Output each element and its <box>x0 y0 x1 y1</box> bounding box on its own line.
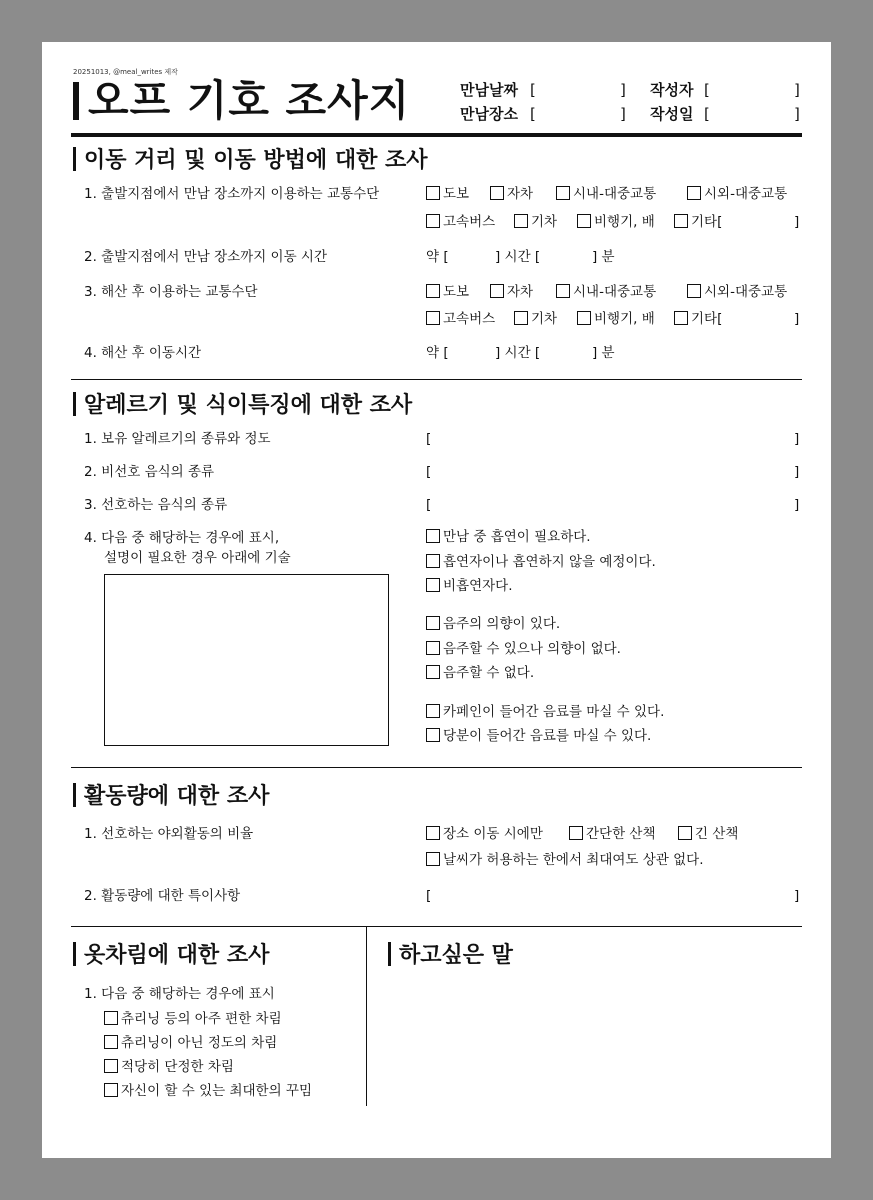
option-label: 적당히 단정한 차림 <box>121 1059 234 1075</box>
option-label: 시내-대중교통 <box>573 284 657 300</box>
option-label: 카페인이 들어간 음료를 마실 수 있다. <box>443 704 665 720</box>
section-bar <box>388 942 391 966</box>
allergy-section-title-text: 알레르기 및 식이특징에 대한 조사 <box>84 393 413 418</box>
transport-option[interactable] <box>426 185 469 203</box>
option-label: 시외-대중교통 <box>704 284 788 300</box>
meet-date-bracket-close: ] <box>620 81 626 99</box>
outfit-option[interactable] <box>104 1010 282 1028</box>
written-date-bracket-close: ] <box>794 105 800 123</box>
bracket-close: ] <box>794 464 800 480</box>
time-about: 약 [ <box>426 249 449 265</box>
author-bracket-close: ] <box>794 81 800 99</box>
outfit-option[interactable] <box>104 1034 277 1052</box>
section-bar <box>73 942 76 966</box>
bracket-close: ] <box>794 214 800 230</box>
time-about: 약 [ <box>426 345 449 361</box>
header-divider <box>71 133 802 137</box>
meet-place-bracket-open: [ <box>530 105 536 123</box>
message-section-title-text: 하고싶은 말 <box>399 943 513 968</box>
travel-q1: 1. 출발지점에서 만남 장소까지 이용하는 교통수단 <box>84 186 380 202</box>
checkbox[interactable] <box>426 311 440 325</box>
transport-option[interactable] <box>514 310 557 328</box>
outfit-option[interactable] <box>104 1082 312 1100</box>
checkbox[interactable] <box>556 186 570 200</box>
checkbox[interactable] <box>426 214 440 228</box>
activity-option[interactable] <box>426 851 704 869</box>
meet-date-label: 만남날짜 <box>460 81 518 99</box>
bracket-open: [ <box>426 464 432 480</box>
checkbox[interactable] <box>426 728 440 742</box>
activity-section-title <box>73 783 269 811</box>
bracket-close: ] <box>794 431 800 447</box>
checkbox[interactable] <box>687 284 701 298</box>
description-box[interactable] <box>104 574 389 746</box>
transport-option[interactable] <box>426 213 495 231</box>
option-label: 기차 <box>531 214 558 230</box>
option-label: 기차 <box>531 311 558 327</box>
bracket-open: [ <box>426 888 432 904</box>
checkbox[interactable] <box>577 214 591 228</box>
option-label: 자신이 할 수 있는 최대한의 꾸밈 <box>121 1083 312 1099</box>
activity-section-title-text: 활동량에 대한 조사 <box>84 784 270 809</box>
checkbox[interactable] <box>514 214 528 228</box>
transport-option[interactable] <box>674 310 722 328</box>
travel-q3: 3. 해산 후 이용하는 교통수단 <box>84 284 258 300</box>
option-label: 만남 중 흡연이 필요하다. <box>443 529 591 545</box>
allergy-q4-line1: 4. 다음 중 해당하는 경우에 표시, <box>84 530 280 546</box>
outfit-q1: 1. 다음 중 해당하는 경우에 표시 <box>84 986 275 1002</box>
beverage-option[interactable] <box>426 703 664 721</box>
allergy-section-title <box>73 392 412 420</box>
author-label: 작성자 <box>650 81 694 99</box>
option-label: 비흡연자다. <box>443 578 513 594</box>
checkbox[interactable] <box>674 311 688 325</box>
travel-section-title-text: 이동 거리 및 이동 방법에 대한 조사 <box>84 148 428 173</box>
option-label: 비행기, 배 <box>594 311 655 327</box>
option-label: 츄리닝이 아닌 정도의 차림 <box>121 1035 278 1051</box>
checkbox[interactable] <box>104 1011 118 1025</box>
option-label: 자차 <box>507 186 534 202</box>
activity-option[interactable] <box>678 825 738 843</box>
column-divider <box>366 926 367 1106</box>
checkbox[interactable] <box>104 1035 118 1049</box>
time-hours: ] 시간 [ <box>495 345 541 361</box>
checkbox[interactable] <box>556 284 570 298</box>
bracket-close: ] <box>794 311 800 327</box>
drinking-option[interactable] <box>426 615 560 633</box>
travel-q4: 4. 해산 후 이동시간 <box>84 345 202 361</box>
transport-option[interactable] <box>687 185 787 203</box>
option-label: 고속버스 <box>443 214 496 230</box>
option-label: 고속버스 <box>443 311 496 327</box>
section-bar <box>73 147 76 171</box>
section-bar <box>73 783 76 807</box>
option-label: 날씨가 허용하는 한에서 최대여도 상관 없다. <box>443 852 704 868</box>
option-label: 음주할 수 있으나 의향이 없다. <box>443 641 621 657</box>
outfit-section-title-text: 옷차림에 대한 조사 <box>84 943 270 968</box>
written-date-bracket-open: [ <box>704 105 710 123</box>
checkbox[interactable] <box>426 704 440 718</box>
smoking-option[interactable] <box>426 577 513 595</box>
checkbox[interactable] <box>426 665 440 679</box>
transport-option[interactable] <box>490 185 533 203</box>
checkbox[interactable] <box>426 529 440 543</box>
checkbox[interactable] <box>426 826 440 840</box>
survey-sheet <box>42 42 831 1158</box>
time-minutes: ] 분 <box>592 345 615 361</box>
bracket-close: ] <box>794 888 800 904</box>
meet-place-bracket-close: ] <box>620 105 626 123</box>
credit-text: 20251013, @meal_writes 제작 <box>73 68 178 76</box>
transport-option[interactable] <box>426 283 469 301</box>
checkbox[interactable] <box>426 284 440 298</box>
option-label: 긴 산책 <box>695 826 739 842</box>
transport-option[interactable] <box>556 185 656 203</box>
option-label: 기타[ <box>691 311 723 327</box>
checkbox[interactable] <box>577 311 591 325</box>
transport-option[interactable] <box>674 213 722 231</box>
checkbox[interactable] <box>104 1083 118 1097</box>
transport-option[interactable] <box>514 213 557 231</box>
option-label: 자차 <box>507 284 534 300</box>
transport-option[interactable] <box>577 310 655 328</box>
meet-place-label: 만남장소 <box>460 105 518 123</box>
outfit-option[interactable] <box>104 1058 234 1076</box>
option-label: 기타[ <box>691 214 723 230</box>
message-section-title <box>388 942 513 970</box>
smoking-option[interactable] <box>426 528 591 546</box>
checkbox[interactable] <box>426 554 440 568</box>
transport-option[interactable] <box>490 283 533 301</box>
written-date-label: 작성일 <box>650 105 694 123</box>
option-label: 음주의 의향이 있다. <box>443 616 561 632</box>
activity-q2: 2. 활동량에 대한 특이사항 <box>84 888 241 904</box>
time-minutes: ] 분 <box>592 249 615 265</box>
travel-q2: 2. 출발지점에서 만남 장소까지 이동 시간 <box>84 249 327 265</box>
travel-section-title <box>73 147 427 175</box>
allergy-q1: 1. 보유 알레르기의 종류와 정도 <box>84 431 271 447</box>
page-title: 오프 기호 조사지 <box>88 76 411 125</box>
checkbox[interactable] <box>678 826 692 840</box>
checkbox[interactable] <box>514 311 528 325</box>
option-label: 시외-대중교통 <box>704 186 788 202</box>
allergy-q2: 2. 비선호 음식의 종류 <box>84 464 215 480</box>
checkbox[interactable] <box>490 186 504 200</box>
option-label: 도보 <box>443 284 470 300</box>
title-bar <box>73 82 79 120</box>
checkbox[interactable] <box>674 214 688 228</box>
activity-option[interactable] <box>426 825 543 843</box>
meet-date-bracket-open: [ <box>530 81 536 99</box>
allergy-q3: 3. 선호하는 음식의 종류 <box>84 497 228 513</box>
checkbox[interactable] <box>426 186 440 200</box>
transport-option[interactable] <box>577 213 655 231</box>
bracket-open: [ <box>426 497 432 513</box>
message-area[interactable] <box>388 982 800 1102</box>
checkbox[interactable] <box>426 578 440 592</box>
transport-option[interactable] <box>556 283 656 301</box>
drinking-option[interactable] <box>426 640 621 658</box>
transport-option[interactable] <box>426 310 495 328</box>
option-label: 간단한 산책 <box>586 826 656 842</box>
option-label: 시내-대중교통 <box>573 186 657 202</box>
activity-q1: 1. 선호하는 야외활동의 비율 <box>84 826 254 842</box>
bracket-close: ] <box>794 497 800 513</box>
checkbox[interactable] <box>490 284 504 298</box>
checkbox[interactable] <box>426 641 440 655</box>
option-label: 도보 <box>443 186 470 202</box>
activity-option[interactable] <box>569 825 656 843</box>
section-bar <box>73 392 76 416</box>
outfit-section-title <box>73 942 269 970</box>
transport-option[interactable] <box>687 283 787 301</box>
option-label: 흡연자이나 흡연하지 않을 예정이다. <box>443 554 656 570</box>
option-label: 당분이 들어간 음료를 마실 수 있다. <box>443 728 652 744</box>
bracket-open: [ <box>426 431 432 447</box>
checkbox[interactable] <box>569 826 583 840</box>
allergy-q4-line2: 설명이 필요한 경우 아래에 기술 <box>104 550 291 566</box>
checkbox[interactable] <box>426 852 440 866</box>
option-label: 비행기, 배 <box>594 214 655 230</box>
checkbox[interactable] <box>687 186 701 200</box>
option-label: 장소 이동 시에만 <box>443 826 543 842</box>
option-label: 음주할 수 없다. <box>443 665 535 681</box>
section-divider <box>71 379 802 380</box>
drinking-option[interactable] <box>426 664 534 682</box>
time-hours: ] 시간 [ <box>495 249 541 265</box>
author-bracket-open: [ <box>704 81 710 99</box>
option-label: 츄리닝 등의 아주 편한 차림 <box>121 1011 282 1027</box>
section-divider <box>71 926 802 927</box>
beverage-option[interactable] <box>426 727 651 745</box>
smoking-option[interactable] <box>426 553 656 571</box>
checkbox[interactable] <box>426 616 440 630</box>
checkbox[interactable] <box>104 1059 118 1073</box>
section-divider <box>71 767 802 768</box>
